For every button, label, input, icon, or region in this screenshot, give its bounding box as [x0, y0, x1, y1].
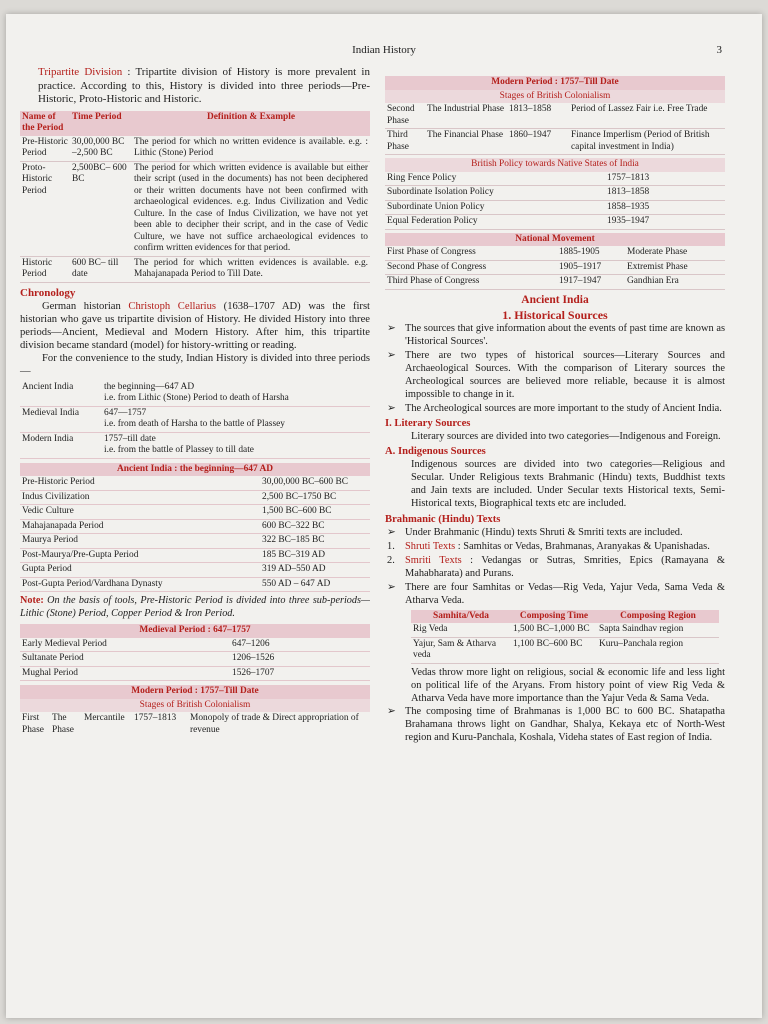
ancient-table-title: Ancient India : the beginning—647 AD [20, 463, 370, 477]
table-row [385, 260, 725, 275]
note-label: Note: [20, 595, 44, 606]
date-cell: 30,00,000 BC–600 BC [260, 476, 370, 490]
date-cell: 647–1206 [230, 638, 370, 652]
note-text: On the basis of tools, Pre-Historic Period is divided into three sub-periods—Lithic (Stone) Period, Copper Period & Iron Period. [20, 595, 370, 619]
modern-table-title: Modern Period : 1757–Till Date [385, 76, 725, 90]
chronology-text-b: (1638–1707 AD) was the first historian who gave us tripartite division of History. He divided History into three periods—Ancient, Medieval and Modern History. After him, this tripartite division became standard (model) for history-writting or reading. [20, 300, 371, 351]
historian-name: Christoph Cellarius [128, 300, 217, 312]
bullet-text: Under Brahmanic (Hindu) texts Shruti & Smriti texts are included. [405, 526, 683, 538]
modern-subtitle-row [20, 699, 370, 713]
shruti-label: Shruti Texts [405, 540, 456, 552]
brahmanic-heading: Brahmanic (Hindu) Texts [385, 513, 501, 525]
divisions-intro: For the convenience to the study, Indian History is divided into three periods— [20, 352, 370, 377]
list-item: ➢ The composing time of Brahmanas is 1,000 BC to 600 BC. Shatapatha Brahamana throws light on Gandhar, Shalya, Kekaya etc of North-West region and Kuru-Panchala, Koshala, Videha states of East region of India. [387, 705, 725, 743]
modern-subtitle-row [385, 90, 725, 104]
date-cell: 1813–1858 [507, 103, 569, 129]
period-cell: Indus Civilization [20, 490, 260, 505]
bullet-text: The Archeological sources are more important to the study of Ancient India. [405, 402, 722, 414]
chronology-heading: Chronology [20, 286, 76, 299]
table-row [411, 637, 719, 663]
period-cell: Mahajanapada Period [20, 519, 260, 534]
division-desc: i.e. from Lithic (Stone) Period to death of Harsha [104, 393, 289, 403]
period-name: Proto-Historic Period [20, 161, 70, 256]
description-cell: Finance Imperlism (Period of British capital investment in India) [569, 129, 725, 155]
date-cell: 1,500 BC–600 BC [260, 505, 370, 520]
tripartite-paragraph [20, 66, 370, 107]
era-cell: Extremist Phase [625, 260, 725, 275]
description-cell: Monopoly of trade & Direct appropriation of revenue [190, 713, 359, 735]
table-row [385, 172, 725, 186]
division-range-text: 647—1757 [104, 407, 147, 418]
list-item: ➢ The Archeological sources are more important to the study of Ancient India. [387, 402, 722, 414]
vedas-paragraph: Vedas throw more light on religious, social & economic life and less light on political life of the Aryans. From history point of view Rig Veda & Atharva Veda have more importance than the Yajur Veda & Sama Veda. [411, 666, 725, 704]
table-row [385, 129, 725, 155]
smriti-text: : Vedangas or Sutras, Smrities, Epics (Ramayana & Mahabharata) and Purans. [405, 554, 725, 579]
period-cell: Pre-Historic Period [20, 476, 260, 490]
division-range [102, 432, 370, 458]
period-table [20, 111, 370, 283]
veda-cell: Yajur, Sam & Atharva veda [411, 637, 511, 663]
chronology-paragraph [20, 300, 370, 352]
list-item: ➢ There are four Samhitas or Vedas—Rig Veda, Yajur Veda, Sama Veda & Atharva Veda. [387, 581, 725, 606]
running-header [6, 44, 762, 60]
modern-title-row [385, 76, 725, 90]
date-cell: 322 BC–185 BC [260, 534, 370, 549]
brahmanas-list [385, 705, 725, 744]
policy-cell: Subordinate Union Policy [385, 200, 605, 215]
phase-name-cell: The Financial Phase [425, 129, 507, 155]
date-cell: 319 AD–550 AD [260, 563, 370, 578]
medieval-table-title: Medieval Period : 647–1757 [20, 624, 370, 638]
date-cell: 1917–1947 [557, 275, 625, 290]
left-column [20, 66, 370, 737]
modern-table-subtitle: Stages of British Colonialism [385, 90, 725, 104]
veda-cell: Rig Veda [411, 623, 511, 637]
time-cell: 1,500 BC–1,000 BC [511, 623, 597, 637]
tripartite-title: Tripartite Division [38, 66, 123, 78]
period-definition: The period for which written evidences is available. e.g. Mahajanapada Period to Till Date. [132, 256, 370, 282]
bullet-text: The sources that give information about the events of past time are known as 'Historical Sources'. [405, 322, 725, 347]
table-row [385, 200, 725, 215]
national-table-title: National Movement [385, 233, 725, 247]
phase-name-cell: The Phase [52, 713, 74, 735]
indigenous-sources-heading: A. Indigenous Sources [385, 445, 486, 457]
division-desc: i.e. from the battle of Plassey to till date [104, 445, 254, 455]
policy-table-title: British Policy towards Native States of India [385, 158, 725, 172]
list-item: ➢ The sources that give information about the events of past time are known as 'Historical Sources'. [387, 322, 725, 347]
division-range [102, 381, 370, 407]
table-row [20, 432, 370, 458]
table-row [385, 215, 725, 230]
era-cell: Gandhian Era [625, 275, 725, 290]
period-cell: Maurya Period [20, 534, 260, 549]
brahmanic-list [385, 526, 725, 607]
phase-name-cell: The Industrial Phase [425, 103, 507, 129]
col-header-name: Name of the Period [22, 111, 64, 133]
region-cell: Kuru–Panchala region [597, 637, 719, 663]
date-cell: 1905–1917 [557, 260, 625, 275]
phase-cell: First Phase of Congress [385, 246, 557, 260]
policy-cell: Equal Federation Policy [385, 215, 605, 230]
period-name: Pre-Historic Period [20, 136, 70, 162]
policy-title-row [385, 158, 725, 172]
ancient-periods-table [20, 463, 370, 593]
date-cell: 1757–1813 [605, 172, 725, 186]
modern-table-left [20, 685, 370, 737]
indigenous-text: Indigenous sources are divided into two categories—Religious and Secular. Under Religious texts Brahmanic (Hindu) texts, Buddhist texts and Jain texts are included. Under Secular texts Historical texts, Semi-Historical texts, Biographical texts etc are included. [411, 458, 725, 509]
col-header-time: Composing Time [519, 610, 589, 621]
phase-cell: Third Phase [385, 129, 425, 155]
region-cell: Sapta Saindhav region [597, 623, 719, 637]
phase-type-cell: Mercantile [84, 713, 125, 723]
description-cell: Period of Lassez Fair i.e. Free Trade [569, 103, 725, 129]
era-cell: Moderate Phase [625, 246, 725, 260]
period-cell: Gupta Period [20, 563, 260, 578]
col-header-time: Time Period [72, 111, 122, 122]
date-cell: 1813–1858 [605, 186, 725, 201]
period-cell: Post-Gupta Period/Vardhana Dynasty [20, 577, 260, 592]
page-number: 3 [716, 44, 722, 56]
modern-table-subtitle: Stages of British Colonialism [20, 699, 370, 713]
table-row [385, 246, 725, 260]
division-range [102, 406, 370, 432]
table-row [385, 186, 725, 201]
division-range-text: the beginning—647 AD [104, 381, 195, 392]
table-row [20, 476, 370, 490]
note-paragraph [20, 594, 370, 620]
bullet-text: There are two types of historical sources—Literary Sources and Archaeological Sources. With the comparison of Literary sources the Archeological sources are believed more reliable, because it is almost impossible to change in it. [405, 349, 725, 400]
date-cell: 1206–1526 [230, 652, 370, 667]
date-cell: 1858–1935 [605, 200, 725, 215]
date-cell: 185 BC–319 AD [260, 548, 370, 563]
date-cell: 1757–1813 [134, 713, 177, 723]
date-cell: 1860–1947 [507, 129, 569, 155]
sources-bullets [385, 322, 725, 415]
period-cell: Vedic Culture [20, 505, 260, 520]
policy-cell: Subordinate Isolation Policy [385, 186, 605, 201]
table-row [20, 652, 370, 667]
period-time: 2,500BC– 600 BC [70, 161, 132, 256]
date-cell: 2,500 BC–1750 BC [260, 490, 370, 505]
date-cell: 1526–1707 [230, 666, 370, 681]
modern-table-right [385, 76, 725, 155]
table-row [20, 519, 370, 534]
table-row [20, 136, 370, 162]
table-row [385, 275, 725, 290]
right-column [385, 76, 725, 745]
col-header-definition: Definition & Example [206, 111, 296, 122]
period-cell: Early Medieval Period [20, 638, 230, 652]
list-item: ➢ There are two types of historical sources—Literary Sources and Archaeological Sources. With the comparison of Literary sources the Archeological sources are believed more reliable, because it is almost impossible to change in it. [387, 349, 725, 400]
table-row [20, 712, 370, 737]
division-name: Modern India [20, 432, 102, 458]
modern-title-row [20, 685, 370, 699]
modern-table-title: Modern Period : 1757–Till Date [20, 685, 370, 699]
date-cell: 550 AD – 647 AD [260, 577, 370, 592]
table-row [20, 666, 370, 681]
time-cell: 1,100 BC–600 BC [511, 637, 597, 663]
table-row [20, 638, 370, 652]
ancient-table-title-row [20, 463, 370, 477]
period-table-header [20, 111, 370, 136]
table-row [20, 563, 370, 578]
period-definition: The period for which no written evidence is available. e.g. : Lithic (Stone) Period [132, 136, 370, 162]
smriti-label: Smriti Texts [405, 554, 462, 566]
division-name: Medieval India [20, 406, 102, 432]
table-row [20, 406, 370, 432]
phase-cell: Second Phase [385, 103, 425, 129]
phase-cell: First Phase [22, 713, 44, 735]
table-row [20, 256, 370, 282]
book-page [6, 14, 762, 1018]
literary-sources-heading: I. Literary Sources [385, 417, 471, 429]
list-item: ➢ Under Brahmanic (Hindu) texts Shruti & Smriti texts are included. [387, 526, 683, 538]
period-cell: Sultanate Period [20, 652, 230, 667]
tripartite-text: : Tripartite division of History is more prevalent in practice. According to this, History is divided into three periods—Pre-Historic, Proto-Historic and Historic. [38, 66, 370, 105]
date-cell: 600 BC–322 BC [260, 519, 370, 534]
division-desc: i.e. from death of Harsha to the battle of Plassey [104, 419, 285, 429]
phase-cell: Third Phase of Congress [385, 275, 557, 290]
table-row [20, 505, 370, 520]
period-cell: Post-Maurya/Pre-Gupta Period [20, 548, 260, 563]
literary-text: Literary sources are divided into two categories—Indigenous and Foreign. [411, 430, 721, 442]
list-item: 2. Smriti Texts : Vedangas or Sutras, Smrities, Epics (Ramayana & Mahabharata) and Purans. [387, 554, 725, 579]
medieval-table [20, 624, 370, 681]
period-time: 30,00,000 BC –2,500 BC [70, 136, 132, 162]
header-title: Indian History [352, 44, 416, 56]
national-title-row [385, 233, 725, 247]
division-name: Ancient India [20, 381, 102, 407]
chronology-text-a: German historian [42, 300, 129, 312]
historical-sources-heading: 1. Historical Sources [502, 307, 608, 322]
period-time: 600 BC– till date [70, 256, 132, 282]
table-row [20, 577, 370, 592]
samhita-table [411, 610, 719, 664]
shruti-text: : Samhitas or Vedas, Brahmanas, Aranyakas & Upanishadas. [455, 540, 710, 552]
col-header-veda: Samhita/Veda [433, 610, 489, 621]
divisions-table [20, 381, 370, 459]
table-row [20, 381, 370, 407]
list-item: 1. Shruti Texts : Samhitas or Vedas, Brahmanas, Aranyakas & Upanishadas. [387, 540, 710, 552]
policy-table [385, 158, 725, 230]
period-cell: Mughal Period [20, 666, 230, 681]
period-definition: The period for which written evidence is available but either their script (used in the documents) has not been deciphered or their written documents have not been confirmed with archaeological evidences. e.g. Indus Civilization and Vedic Culture. In the case of Indus Civilization, we have not yet been able to decipher their script, and in the case of Vedic Culture, we have not suffice archaeological evidences to confirm written evidences for that period. [132, 161, 370, 256]
phase-cell: Second Phase of Congress [385, 260, 557, 275]
date-cell: 1935–1947 [605, 215, 725, 230]
bullet-text: There are four Samhitas or Vedas—Rig Veda, Yajur Veda, Sama Veda & Atharva Veda. [405, 581, 725, 606]
policy-cell: Ring Fence Policy [385, 172, 605, 186]
table-row [411, 623, 719, 637]
table-row [20, 161, 370, 256]
division-range-text: 1757–till date [104, 433, 156, 444]
date-cell: 1885-1905 [557, 246, 625, 260]
table-row [20, 490, 370, 505]
table-row [20, 548, 370, 563]
ancient-india-heading: Ancient India [521, 293, 589, 306]
samhita-header-row [411, 610, 719, 624]
medieval-title-row [20, 624, 370, 638]
national-movement-table [385, 233, 725, 290]
table-row [385, 103, 725, 129]
table-row [20, 534, 370, 549]
period-name: Historic Period [20, 256, 70, 282]
col-header-region: Composing Region [620, 610, 696, 621]
bullet-text: The composing time of Brahmanas is 1,000 BC to 600 BC. Shatapatha Brahamana throws light on Gandhar, Shalya, Kekaya etc of North-West region and Kuru-Panchala, Koshala, Videha states of East region of India. [405, 705, 725, 743]
